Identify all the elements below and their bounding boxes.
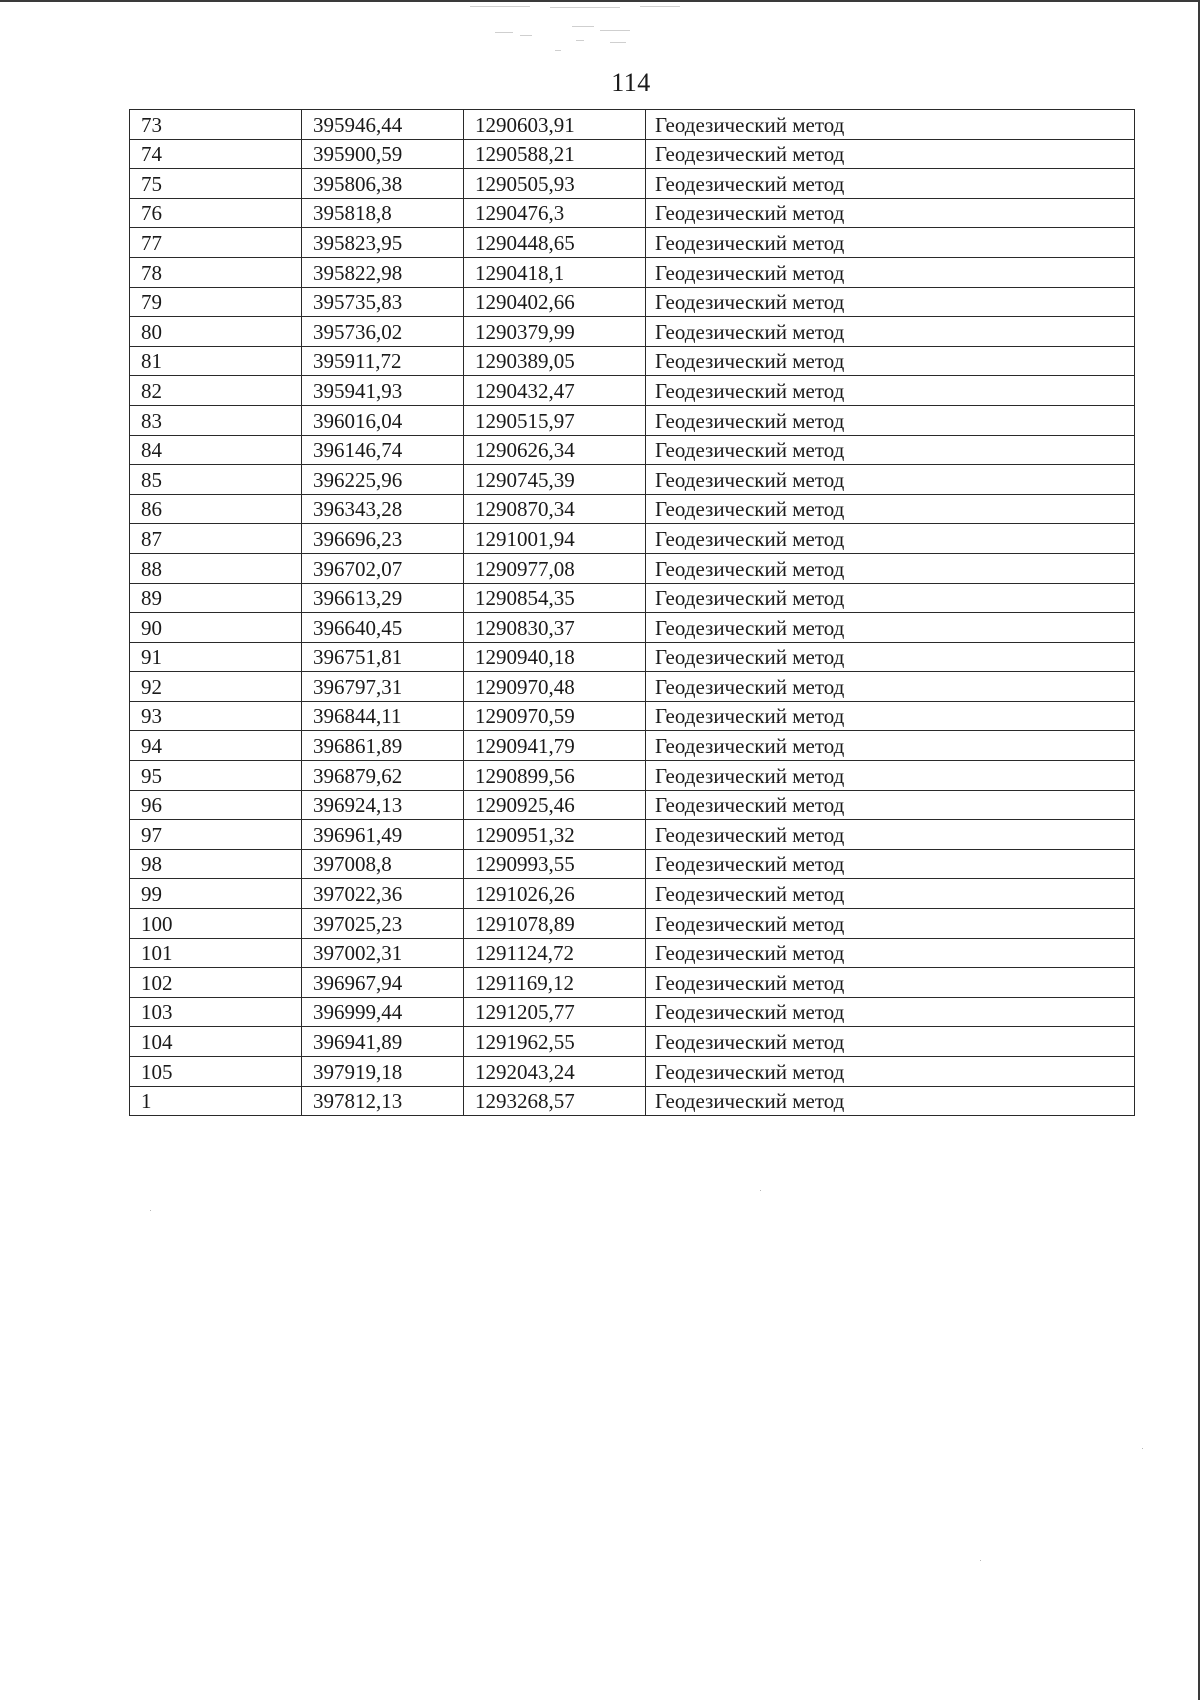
point-number-cell: 79 bbox=[130, 287, 302, 317]
y-coordinate-cell: 1290432,47 bbox=[464, 376, 646, 406]
y-coordinate-cell: 1290899,56 bbox=[464, 761, 646, 791]
method-cell: Геодезический метод bbox=[646, 435, 1135, 465]
scan-speck bbox=[760, 1190, 761, 1191]
method-cell: Геодезический метод bbox=[646, 317, 1135, 347]
point-number-cell: 75 bbox=[130, 169, 302, 199]
method-cell: Геодезический метод bbox=[646, 139, 1135, 169]
method-cell: Геодезический метод bbox=[646, 909, 1135, 939]
method-cell: Геодезический метод bbox=[646, 1086, 1135, 1116]
point-number-cell: 87 bbox=[130, 524, 302, 554]
x-coordinate-cell: 396702,07 bbox=[302, 553, 464, 583]
x-coordinate-cell: 396751,81 bbox=[302, 642, 464, 672]
point-number-cell: 97 bbox=[130, 820, 302, 850]
y-coordinate-cell: 1291124,72 bbox=[464, 938, 646, 968]
point-number-cell: 104 bbox=[130, 1027, 302, 1057]
table-row bbox=[130, 672, 1135, 702]
y-coordinate-cell: 1290379,99 bbox=[464, 317, 646, 347]
x-coordinate-cell: 395823,95 bbox=[302, 228, 464, 258]
point-number-cell: 76 bbox=[130, 198, 302, 228]
y-coordinate-cell: 1291169,12 bbox=[464, 968, 646, 998]
method-cell: Геодезический метод bbox=[646, 287, 1135, 317]
x-coordinate-cell: 396861,89 bbox=[302, 731, 464, 761]
table-row bbox=[130, 198, 1135, 228]
x-coordinate-cell: 397025,23 bbox=[302, 909, 464, 939]
method-cell: Геодезический метод bbox=[646, 198, 1135, 228]
method-cell: Геодезический метод bbox=[646, 1057, 1135, 1087]
table-row bbox=[130, 701, 1135, 731]
table-row bbox=[130, 405, 1135, 435]
point-number-cell: 96 bbox=[130, 790, 302, 820]
scan-speck bbox=[150, 1210, 151, 1211]
y-coordinate-cell: 1290402,66 bbox=[464, 287, 646, 317]
x-coordinate-cell: 396879,62 bbox=[302, 761, 464, 791]
x-coordinate-cell: 396999,44 bbox=[302, 997, 464, 1027]
x-coordinate-cell: 396225,96 bbox=[302, 465, 464, 495]
x-coordinate-cell: 397002,31 bbox=[302, 938, 464, 968]
method-cell: Геодезический метод bbox=[646, 761, 1135, 791]
method-cell: Геодезический метод bbox=[646, 820, 1135, 850]
method-cell: Геодезический метод bbox=[646, 968, 1135, 998]
point-number-cell: 101 bbox=[130, 938, 302, 968]
y-coordinate-cell: 1291078,89 bbox=[464, 909, 646, 939]
y-coordinate-cell: 1292043,24 bbox=[464, 1057, 646, 1087]
x-coordinate-cell: 396613,29 bbox=[302, 583, 464, 613]
y-coordinate-cell: 1293268,57 bbox=[464, 1086, 646, 1116]
method-cell: Геодезический метод bbox=[646, 1027, 1135, 1057]
y-coordinate-cell: 1290941,79 bbox=[464, 731, 646, 761]
point-number-cell: 1 bbox=[130, 1086, 302, 1116]
point-number-cell: 91 bbox=[130, 642, 302, 672]
method-cell: Геодезический метод bbox=[646, 879, 1135, 909]
method-cell: Геодезический метод bbox=[646, 110, 1135, 140]
y-coordinate-cell: 1291001,94 bbox=[464, 524, 646, 554]
x-coordinate-cell: 397008,8 bbox=[302, 849, 464, 879]
method-cell: Геодезический метод bbox=[646, 553, 1135, 583]
method-cell: Геодезический метод bbox=[646, 376, 1135, 406]
x-coordinate-cell: 395900,59 bbox=[302, 139, 464, 169]
table-row bbox=[130, 435, 1135, 465]
point-number-cell: 78 bbox=[130, 257, 302, 287]
table-row bbox=[130, 1086, 1135, 1116]
table-row bbox=[130, 968, 1135, 998]
method-cell: Геодезический метод bbox=[646, 346, 1135, 376]
table-row bbox=[130, 731, 1135, 761]
point-number-cell: 90 bbox=[130, 613, 302, 643]
point-number-cell: 92 bbox=[130, 672, 302, 702]
point-number-cell: 81 bbox=[130, 346, 302, 376]
method-cell: Геодезический метод bbox=[646, 613, 1135, 643]
method-cell: Геодезический метод bbox=[646, 494, 1135, 524]
y-coordinate-cell: 1291962,55 bbox=[464, 1027, 646, 1057]
x-coordinate-cell: 397919,18 bbox=[302, 1057, 464, 1087]
x-coordinate-cell: 395736,02 bbox=[302, 317, 464, 347]
x-coordinate-cell: 396146,74 bbox=[302, 435, 464, 465]
x-coordinate-cell: 396640,45 bbox=[302, 613, 464, 643]
x-coordinate-cell: 396924,13 bbox=[302, 790, 464, 820]
point-number-cell: 83 bbox=[130, 405, 302, 435]
method-cell: Геодезический метод bbox=[646, 524, 1135, 554]
table-row bbox=[130, 465, 1135, 495]
x-coordinate-cell: 395822,98 bbox=[302, 257, 464, 287]
table-row bbox=[130, 287, 1135, 317]
y-coordinate-cell: 1290505,93 bbox=[464, 169, 646, 199]
x-coordinate-cell: 395946,44 bbox=[302, 110, 464, 140]
table-row bbox=[130, 613, 1135, 643]
y-coordinate-cell: 1290588,21 bbox=[464, 139, 646, 169]
method-cell: Геодезический метод bbox=[646, 169, 1135, 199]
table-row bbox=[130, 228, 1135, 258]
table-row bbox=[130, 494, 1135, 524]
y-coordinate-cell: 1290970,48 bbox=[464, 672, 646, 702]
x-coordinate-cell: 396844,11 bbox=[302, 701, 464, 731]
table-row bbox=[130, 997, 1135, 1027]
table-row bbox=[130, 376, 1135, 406]
table-row bbox=[130, 257, 1135, 287]
method-cell: Геодезический метод bbox=[646, 701, 1135, 731]
table-row bbox=[130, 583, 1135, 613]
y-coordinate-cell: 1290745,39 bbox=[464, 465, 646, 495]
x-coordinate-cell: 395735,83 bbox=[302, 287, 464, 317]
method-cell: Геодезический метод bbox=[646, 465, 1135, 495]
point-number-cell: 74 bbox=[130, 139, 302, 169]
x-coordinate-cell: 396696,23 bbox=[302, 524, 464, 554]
point-number-cell: 105 bbox=[130, 1057, 302, 1087]
point-number-cell: 85 bbox=[130, 465, 302, 495]
y-coordinate-cell: 1290970,59 bbox=[464, 701, 646, 731]
table-row bbox=[130, 1057, 1135, 1087]
x-coordinate-cell: 395818,8 bbox=[302, 198, 464, 228]
point-number-cell: 89 bbox=[130, 583, 302, 613]
point-number-cell: 98 bbox=[130, 849, 302, 879]
x-coordinate-cell: 396016,04 bbox=[302, 405, 464, 435]
point-number-cell: 99 bbox=[130, 879, 302, 909]
point-number-cell: 80 bbox=[130, 317, 302, 347]
table-row bbox=[130, 317, 1135, 347]
y-coordinate-cell: 1290448,65 bbox=[464, 228, 646, 258]
point-number-cell: 94 bbox=[130, 731, 302, 761]
table-row bbox=[130, 346, 1135, 376]
method-cell: Геодезический метод bbox=[646, 583, 1135, 613]
y-coordinate-cell: 1290626,34 bbox=[464, 435, 646, 465]
y-coordinate-cell: 1290951,32 bbox=[464, 820, 646, 850]
x-coordinate-cell: 395911,72 bbox=[302, 346, 464, 376]
table-row bbox=[130, 849, 1135, 879]
method-cell: Геодезический метод bbox=[646, 938, 1135, 968]
point-number-cell: 95 bbox=[130, 761, 302, 791]
point-number-cell: 100 bbox=[130, 909, 302, 939]
x-coordinate-cell: 395806,38 bbox=[302, 169, 464, 199]
method-cell: Геодезический метод bbox=[646, 849, 1135, 879]
method-cell: Геодезический метод bbox=[646, 228, 1135, 258]
point-number-cell: 77 bbox=[130, 228, 302, 258]
x-coordinate-cell: 396797,31 bbox=[302, 672, 464, 702]
x-coordinate-cell: 397022,36 bbox=[302, 879, 464, 909]
method-cell: Геодезический метод bbox=[646, 997, 1135, 1027]
table-row bbox=[130, 909, 1135, 939]
table-row bbox=[130, 139, 1135, 169]
y-coordinate-cell: 1291205,77 bbox=[464, 997, 646, 1027]
y-coordinate-cell: 1290854,35 bbox=[464, 583, 646, 613]
table-row bbox=[130, 169, 1135, 199]
table-row bbox=[130, 524, 1135, 554]
y-coordinate-cell: 1290977,08 bbox=[464, 553, 646, 583]
table-row bbox=[130, 820, 1135, 850]
y-coordinate-cell: 1290925,46 bbox=[464, 790, 646, 820]
x-coordinate-cell: 396941,89 bbox=[302, 1027, 464, 1057]
method-cell: Геодезический метод bbox=[646, 672, 1135, 702]
x-coordinate-cell: 397812,13 bbox=[302, 1086, 464, 1116]
y-coordinate-cell: 1290476,3 bbox=[464, 198, 646, 228]
point-number-cell: 84 bbox=[130, 435, 302, 465]
point-number-cell: 93 bbox=[130, 701, 302, 731]
x-coordinate-cell: 396343,28 bbox=[302, 494, 464, 524]
y-coordinate-cell: 1290830,37 bbox=[464, 613, 646, 643]
y-coordinate-cell: 1290993,55 bbox=[464, 849, 646, 879]
table-body bbox=[130, 110, 1135, 1116]
table-row bbox=[130, 1027, 1135, 1057]
point-number-cell: 103 bbox=[130, 997, 302, 1027]
point-number-cell: 102 bbox=[130, 968, 302, 998]
x-coordinate-cell: 395941,93 bbox=[302, 376, 464, 406]
table-row bbox=[130, 879, 1135, 909]
x-coordinate-cell: 396961,49 bbox=[302, 820, 464, 850]
y-coordinate-cell: 1290870,34 bbox=[464, 494, 646, 524]
page-number: 114 bbox=[611, 68, 651, 97]
point-number-cell: 82 bbox=[130, 376, 302, 406]
y-coordinate-cell: 1290389,05 bbox=[464, 346, 646, 376]
method-cell: Геодезический метод bbox=[646, 405, 1135, 435]
y-coordinate-cell: 1290603,91 bbox=[464, 110, 646, 140]
method-cell: Геодезический метод bbox=[646, 257, 1135, 287]
scan-speck bbox=[1142, 1448, 1143, 1449]
table-row bbox=[130, 110, 1135, 140]
scan-artifact bbox=[460, 2, 710, 62]
y-coordinate-cell: 1290418,1 bbox=[464, 257, 646, 287]
point-number-cell: 86 bbox=[130, 494, 302, 524]
table-row bbox=[130, 938, 1135, 968]
x-coordinate-cell: 396967,94 bbox=[302, 968, 464, 998]
point-number-cell: 73 bbox=[130, 110, 302, 140]
table-row bbox=[130, 761, 1135, 791]
y-coordinate-cell: 1291026,26 bbox=[464, 879, 646, 909]
table-row bbox=[130, 790, 1135, 820]
scan-speck bbox=[980, 1560, 981, 1561]
point-number-cell: 88 bbox=[130, 553, 302, 583]
y-coordinate-cell: 1290940,18 bbox=[464, 642, 646, 672]
method-cell: Геодезический метод bbox=[646, 790, 1135, 820]
table-row bbox=[130, 642, 1135, 672]
method-cell: Геодезический метод bbox=[646, 642, 1135, 672]
table-row bbox=[130, 553, 1135, 583]
coordinates-table bbox=[129, 109, 1135, 1116]
y-coordinate-cell: 1290515,97 bbox=[464, 405, 646, 435]
method-cell: Геодезический метод bbox=[646, 731, 1135, 761]
